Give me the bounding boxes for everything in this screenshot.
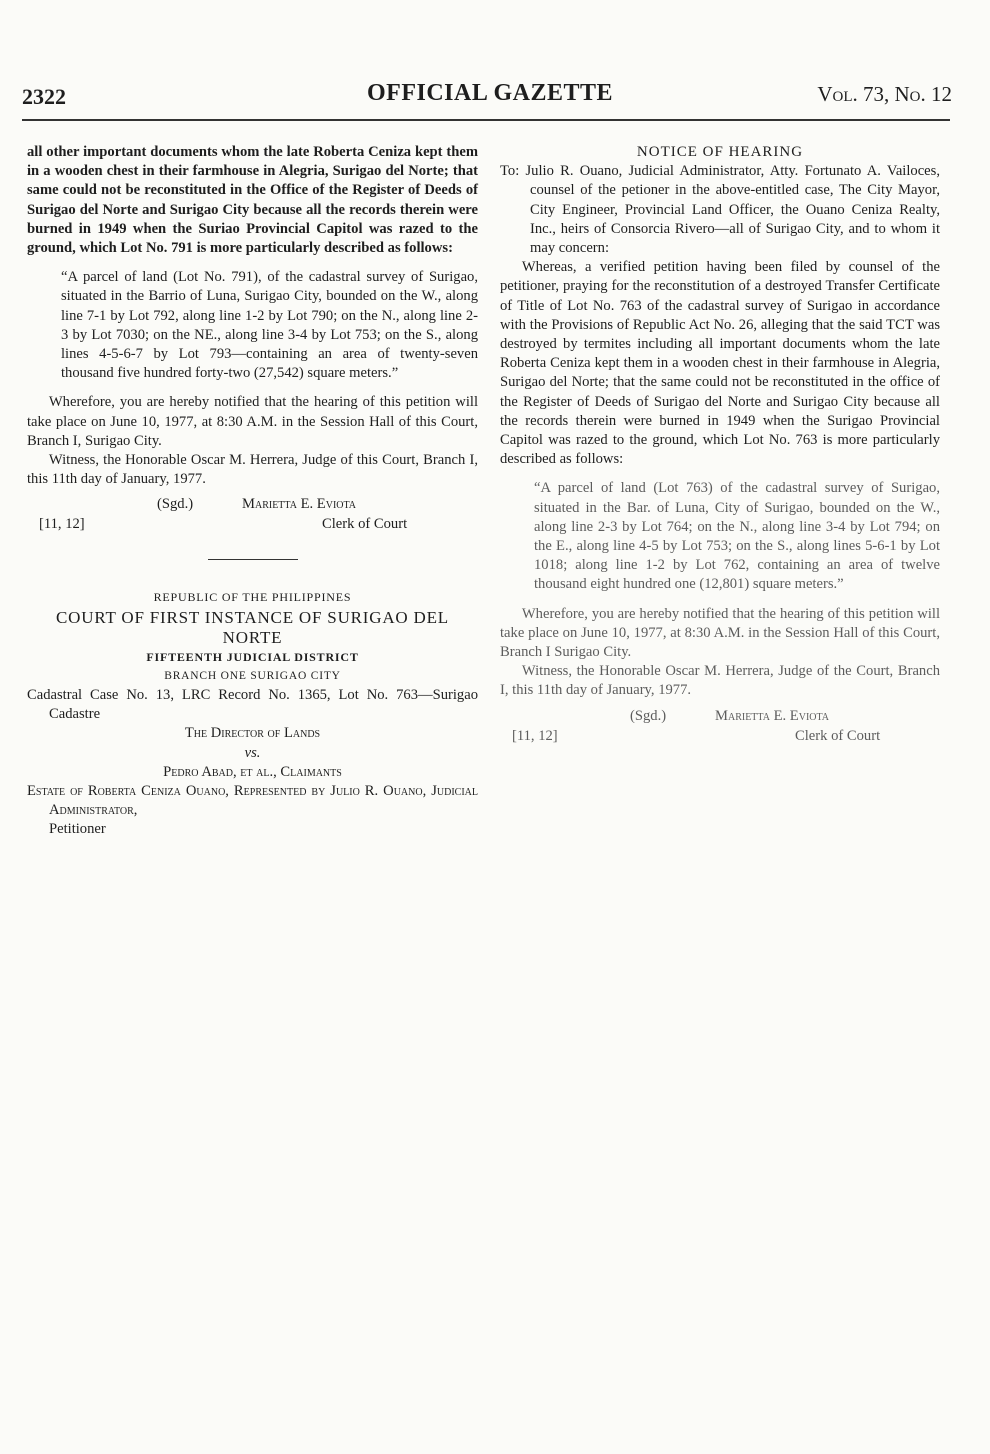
witness-paragraph: Witness, the Honorable Oscar M. Herrera, Judge of the Court, Branch I, this 11th day of January, 1977. [500, 663, 940, 699]
land-description-quote: “A parcel of land (Lot No. 791), of the cadastral survey of Surigao, situated in the Barrio of Luna, Surigao City, bounded on the W., along line 7-1 by Lot 792, along line 1-2 by Lot 790; on the N., along line 2-3 by Lot 7030; on the NE., along line 3-4 by Lot 753; on the S., along lines 4-5-6-7 by Lot 793—containing an area of twenty-seven thousand five hundred forty-two (27,542) square meters.” [61, 269, 478, 382]
versus-label: vs. [244, 744, 261, 761]
wherefore-paragraph: Wherefore, you are hereby notified that the hearing of this petition will take place on June 10, 1977, at 8:30 A.M. in the Session Hall of this Court, Branch I Surigao City. [500, 605, 940, 661]
signatory-name: Marietta E. Eviota [715, 707, 830, 724]
signature-block [27, 489, 478, 533]
page-header [22, 80, 952, 114]
signatory-title: Clerk of Court [322, 516, 408, 533]
issue-reference: [11, 12] [39, 516, 85, 533]
notice-heading: NOTICE OF HEARING [636, 144, 804, 160]
party-claimants: Pedro Abad, et al., Claimants [163, 763, 342, 780]
publication-title: OFFICIAL GAZETTE [367, 80, 614, 106]
court-branch: BRANCH ONE SURIGAO CITY [164, 669, 341, 682]
case-number: Cadastral Case No. 13, LRC Record No. 1365, Lot No. 763—Surigao Cadastre [27, 687, 478, 723]
court-name: COURT OF FIRST INSTANCE OF SURIGAO DEL NORTE [56, 607, 449, 647]
whereas-paragraph: Whereas, a verified petition having been filed by counsel of the petitioner, praying for the reconstitution of a destroyed Transfer Certificate of Title of Lot No. 763 of the cadastral survey of Surigao in accordance with the Provisions of Republic Act No. 26, alleging that the said TCT was destroyed by termites including all important documents whom the late Roberta Ceniza kept them in a wooden chest in their farmhouse in Alegria, Surigao del Norte; that the same could not be reconstituted in the office of the Register of Deeds of Surigao del Norte and Surigao City because all the records therein were burned in 1949 when the Surigao Provincial Capitol was razed to the ground, which Lot No. 763 is more particularly described as follows: [500, 259, 940, 468]
left-column [27, 143, 478, 840]
party-director: The Director of Lands [184, 725, 321, 742]
right-column [500, 143, 940, 745]
issue-reference: [11, 12] [512, 727, 558, 744]
header-rule [22, 119, 950, 121]
witness-paragraph: Witness, the Honorable Oscar M. Herrera, Judge of this Court, Branch I, this 11th day of January, 1977. [27, 452, 478, 488]
judicial-district: FIFTEENTH JUDICIAL DISTRICT [146, 649, 359, 664]
continued-paragraph: all other important documents whom the late Roberta Ceniza kept them in a wooden chest in their farmhouse in Alegria, Surigao del Norte; that same could not be reconstituted in the Office of the Register of Deeds of Surigao del Norte and Surigao City because all the records therein were burned in 1949 when the Suriao Provincial Capitol was razed to the ground, which Lot No. 791 is more particularly described as follows: [27, 144, 478, 257]
signature-block [500, 701, 940, 745]
signed-mark: (Sgd.) [157, 496, 194, 513]
wherefore-paragraph: Wherefore, you are hereby notified that the hearing of this petition will take place on June 10, 1977, at 8:30 A.M. in the Session Hall of this Court, Branch I, Surigao City. [27, 394, 478, 449]
signatory-name: Marietta E. Eviota [242, 496, 357, 513]
petitioner-label: Petitioner [49, 821, 106, 838]
section-divider [208, 559, 298, 560]
page-number: 2322 [22, 84, 66, 109]
estate-petitioner: Estate of Roberta Ceniza Ouano, Represented by Julio R. Ouano, Judicial Administrator, [27, 783, 478, 819]
signatory-title: Clerk of Court [795, 727, 881, 744]
signed-mark: (Sgd.) [630, 707, 667, 724]
addressees: To: Julio R. Ouano, Judicial Administrator, Atty. Fortunato A. Vailoces, counsel of the petioner in the above-entitled case, The City Mayor, City Engineer, Provincial Land Officer, the Ouano Ceniza Realty, Inc., heirs of Consorcia Rivero—all of Surigao City, and to whom it may concern: [500, 163, 940, 257]
volume-number: Vol. 73, No. 12 [817, 82, 952, 106]
republic-heading: REPUBLIC OF THE PHILIPPINES [153, 590, 352, 605]
land-description-quote: “A parcel of land (Lot 763) of the cadastral survey of Surigao, situated in the Bar. of Luna, City of Surigao, bounded on the W., along line 2-3 by Lot 764; on the N., along line 3-4 by Lot 794; on the E., along line 4-5 by Lot 753; on the S., along lines 5-6-1 by Lot 1018; along line 1-2 by Lot 762, containing an area of twelve thousand eight hundred one (12,801) square meters.” [534, 480, 940, 593]
